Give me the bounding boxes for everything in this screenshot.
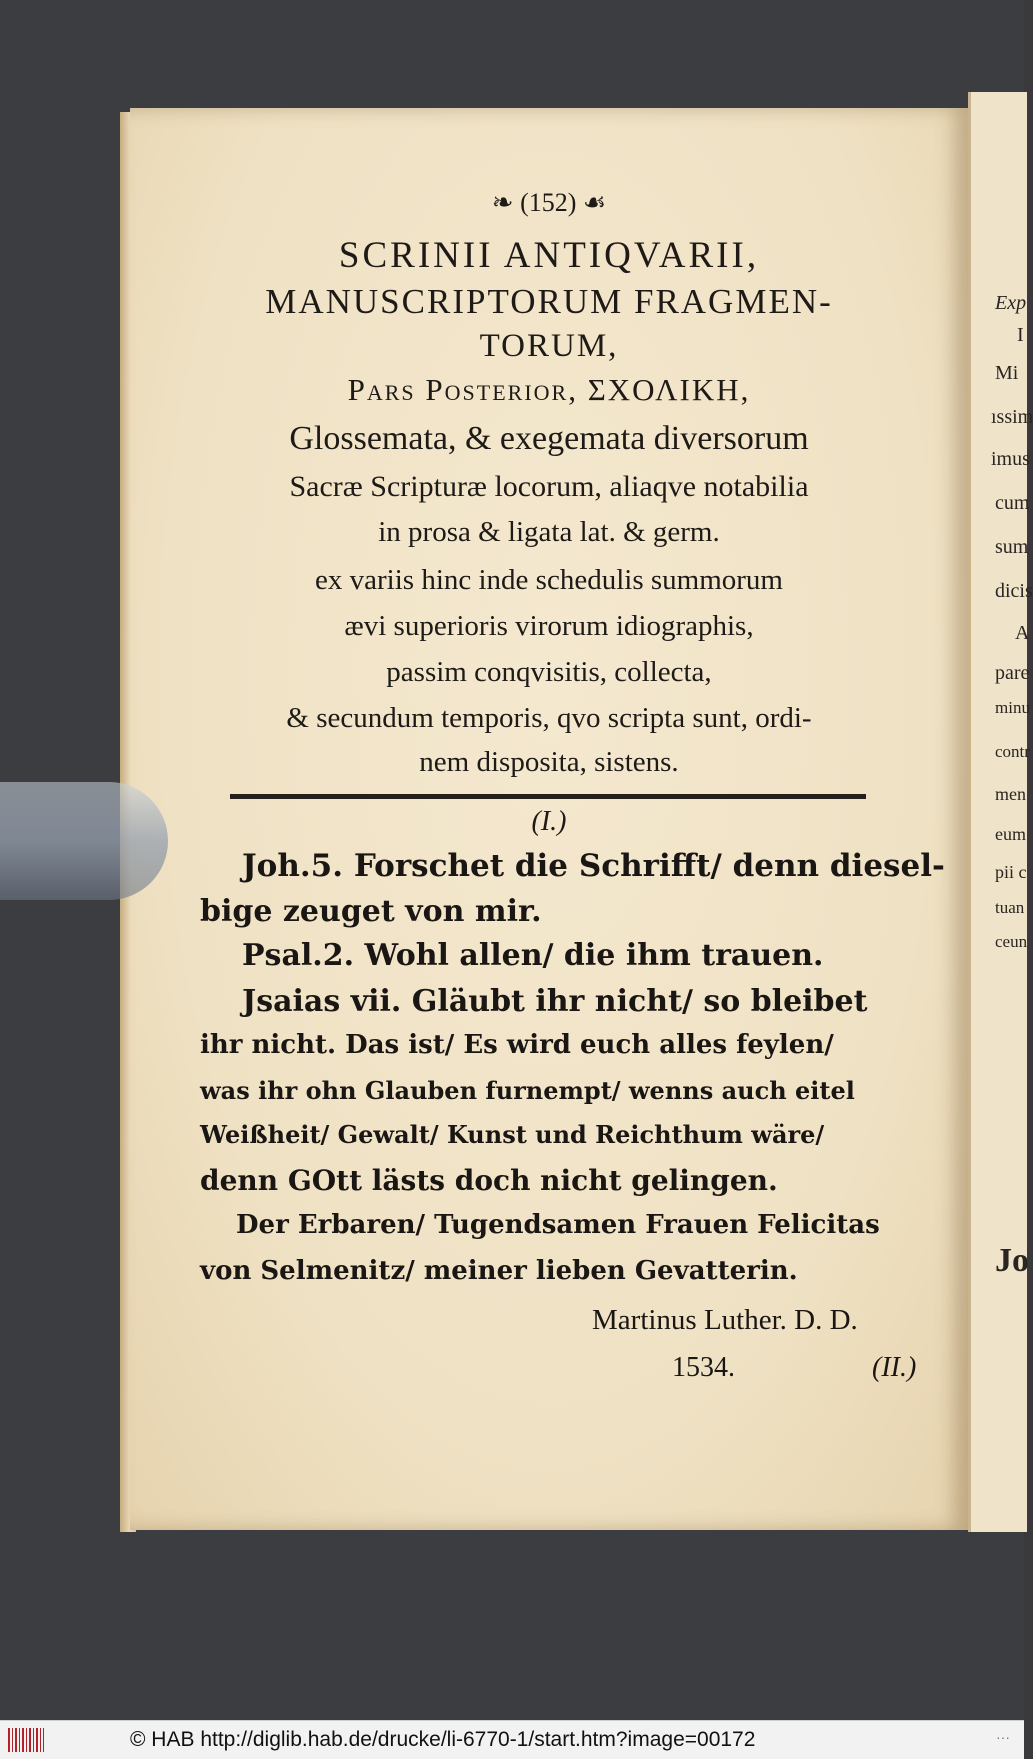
title-line-3: TORUM, [479, 328, 619, 364]
description-line: ævi superioris virorum idiographis, [344, 610, 754, 642]
body-line: von Selmenitz/ meiner lieben Gevatterin. [200, 1256, 798, 1286]
body-line: Psal.2. Wohl allen/ die ihm trauen. [242, 938, 824, 973]
description-line: Glossemata, & exegemata diversorum [289, 420, 809, 457]
signature: Martinus Luther. D. D. [592, 1304, 858, 1336]
body-line: was ihr ohn Glauben furnempt/ wenns auch eitel [200, 1076, 855, 1105]
year: 1534. [672, 1352, 735, 1383]
facing-text: men [995, 784, 1026, 804]
facing-text: ıssim [991, 406, 1033, 428]
facing-text: ceun [995, 932, 1028, 951]
title-line-2: MANUSCRIPTORUM FRAGMEN- [265, 282, 833, 321]
description-line: passim conqvisitis, collecta, [386, 656, 712, 688]
body-line: bige zeuget von mir. [200, 894, 542, 929]
book-page [130, 108, 968, 1530]
facing-text: I [1017, 324, 1024, 346]
footer-bar [0, 1720, 1024, 1759]
facing-text: pare [995, 662, 1030, 684]
body-line: Joh.5. Forschet die Schrifft/ denn diesel- [242, 848, 945, 884]
page-pointer-tool [0, 782, 168, 900]
facing-text: minu [995, 698, 1030, 717]
description-line: in prosa & ligata lat. & germ. [378, 516, 720, 548]
divider-rule [230, 794, 866, 799]
page-number: ❧ (152) ☙ [491, 188, 607, 217]
title-line-1: SCRINII ANTIQVARII, [338, 235, 760, 276]
facing-text: contr [995, 742, 1030, 761]
facing-text: sum [995, 536, 1029, 558]
facing-text: pii c [995, 862, 1027, 882]
facing-text: eum [995, 824, 1026, 844]
description-line: & secundum temporis, qvo scripta sunt, ordi- [286, 702, 812, 734]
description-line: ex variis hinc inde schedulis summorum [315, 564, 783, 596]
footer-menu-button[interactable]: ··· [996, 1729, 1010, 1745]
subtitle: Pars Posterior, ΣΧΟΛΙΚΗ, [347, 372, 751, 407]
facing-text: cum [995, 492, 1030, 514]
fleuron-left-icon: ❧ [491, 188, 521, 217]
section-label: (I.) [531, 806, 567, 837]
fleuron-right-icon: ☙ [576, 188, 607, 217]
footer-credit: © HAB http://diglib.hab.de/drucke/li-6770-1/start.htm?image=00172 [130, 1728, 756, 1751]
body-line: denn GOtt lästs doch nicht gelingen. [200, 1164, 778, 1197]
facing-text: Exp [995, 292, 1027, 314]
facing-text: tuan [995, 898, 1025, 917]
body-line: Weißheit/ Gewalt/ Kunst und Reichthum wäre/ [200, 1120, 825, 1149]
body-line: Jsaias vii. Gläubt ihr nicht/ so bleibet [242, 984, 868, 1019]
catchword: (II.) [872, 1352, 917, 1383]
facing-text: Jo [995, 1242, 1029, 1279]
description-line: nem disposita, sistens. [419, 746, 679, 778]
body-line: Der Erbaren/ Tugendsamen Frauen Felicitas [236, 1210, 880, 1240]
description-line: Sacræ Scripturæ locorum, aliaqve notabilia [289, 470, 809, 503]
facing-page [968, 92, 1033, 1532]
hab-logo-icon [8, 1728, 44, 1752]
body-line: ihr nicht. Das ist/ Es wird euch alles feylen/ [200, 1030, 834, 1060]
facing-text: A [1015, 622, 1030, 644]
facing-text: imus [991, 448, 1030, 470]
facing-text: dicis [995, 580, 1033, 602]
facing-text: Mi [995, 362, 1019, 384]
